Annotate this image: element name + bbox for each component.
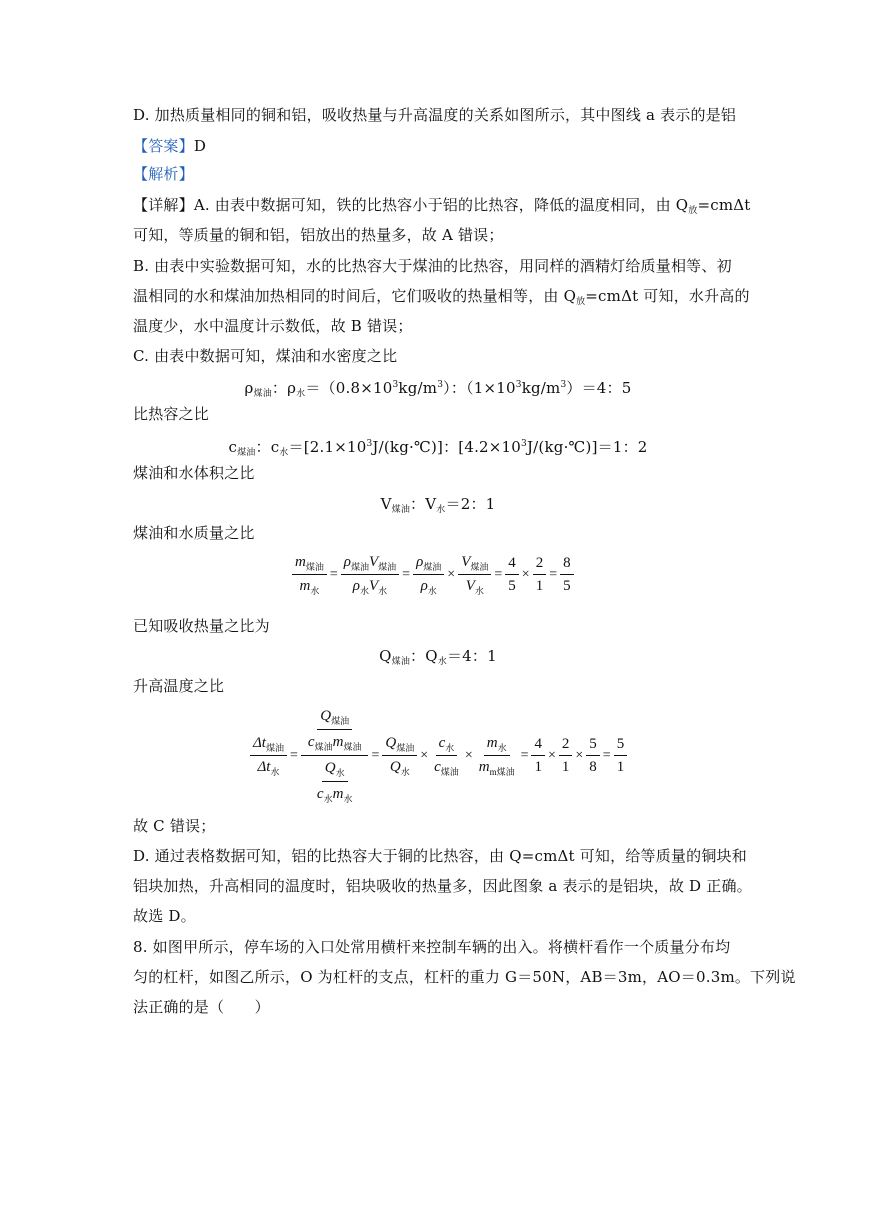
mass-ratio-formula: $\frac{m_{煤油}}{m_水}$ = $\frac{\rho_{煤油}V_{煤油}}{\rho_水V_水}$ = $\frac{\rho_{煤油}}{\rho_水}$ × $\frac{V_{煤油}}{V_水}$ = $\frac{4}{5}$ × $\frac{2}{1}$ = $\frac{8}{5}$ bbox=[291, 553, 575, 596]
detail-line-d: D. 通过表格数据可知，铝的比热容大于铜的比热容，由 Q=cmΔt 可知，给等质量的铜块和 bbox=[133, 847, 747, 865]
heat-capacity-formula: $c_{煤油}$：$c_水=[2.1\times 10^3J/(kg\cdot℃)]$：$[4.2\times 10^3J/(kg\cdot℃)]=1$：2 bbox=[228, 438, 648, 458]
answer-tag: 【答案】 bbox=[133, 137, 194, 155]
detail-line-a: 【详解】A. 由表中数据可知，铁的比热容小于铝的比热容，降低的温度相同，由 $Q_放=cm\Delta t$ bbox=[133, 196, 751, 216]
detail-line-b2: 温相同的水和煤油加热相同的时间后，它们吸收的热量相等，由 $Q_放=cm\Delta t$ 可知，水升高的 bbox=[133, 287, 750, 307]
question-8-line-3: 法正确的是（ ） bbox=[133, 998, 270, 1016]
heat-formula: $Q_{煤油}$：$Q_水=4$：1 bbox=[379, 647, 497, 667]
option-d-text: D. 加热质量相同的铜和铝，吸收热量与升高温度的关系如图所示，其中图线 a 表示的是铝 bbox=[133, 106, 737, 124]
detail-line-a2: 可知，等质量的铜和铝，铝放出的热量多，故 A 错误； bbox=[133, 226, 504, 244]
temp-label: 升高温度之比 bbox=[133, 677, 225, 695]
heat-label: 已知吸收热量之比为 bbox=[133, 617, 270, 635]
detail-line-b3: 温度少，水中温度计示数低，故 B 错误； bbox=[133, 317, 413, 335]
question-8-line-2: 匀的杠杆，如图乙所示，O 为杠杆的支点，杠杆的重力 G＝50N，AB＝3m，AO＝0.3m。下列说 bbox=[133, 968, 796, 986]
detail-tag: 【详解】 bbox=[133, 196, 194, 214]
detail-line-c: C. 由表中数据可知，煤油和水密度之比 bbox=[133, 347, 398, 365]
answer-line bbox=[133, 136, 743, 156]
heat-capacity-label: 比热容之比 bbox=[133, 405, 210, 423]
density-ratio-formula: $\rho_{煤油}$：$\rho_水=(0.8\times 10^3kg/m^3)$：$(1\times 10^3kg/m^3)=4$：5 bbox=[244, 379, 632, 399]
analysis-tag: 【解析】 bbox=[133, 165, 194, 183]
detail-line-b: B. 由表中实验数据可知，水的比热容大于煤油的比热容，用同样的酒精灯给质量相等、初 bbox=[133, 257, 732, 275]
answer-value: D bbox=[193, 137, 207, 155]
temp-ratio-formula: $\frac{\Delta t_{煤油}}{\Delta t_水}$ = $\frac{\frac{Q_{煤油}}{c_{煤油}m_{煤油}}}{\frac{Q_水}{c_水m_水}}$ = $\frac{Q_{煤油}}{Q_水}$ × $\frac{c_水}{c_{煤油}}$ × $\frac{m_水}{m_{m煤油}}$ = $\frac{4}{1}$ × $\frac{2}{1}$ × $\frac{5}{8}$ = $\frac{5}{1}$ bbox=[249, 706, 628, 805]
volume-formula: $V_{煤油}$：$V_水=2$：1 bbox=[380, 495, 496, 515]
mass-label: 煤油和水质量之比 bbox=[133, 524, 255, 542]
conclusion-line: 故选 D。 bbox=[133, 907, 196, 925]
detail-line-d2: 铝块加热，升高相同的温度时，铝块吸收的热量多，因此图象 a 表示的是铝块，故 D 正确。 bbox=[133, 877, 752, 895]
volume-label: 煤油和水体积之比 bbox=[133, 464, 255, 482]
detail-line-c-end: 故 C 错误； bbox=[133, 817, 216, 835]
question-8-line-1: 8. 如图甲所示，停车场的入口处常用横杆来控制车辆的出入。将横杆看作一个质量分布均 bbox=[133, 938, 731, 956]
